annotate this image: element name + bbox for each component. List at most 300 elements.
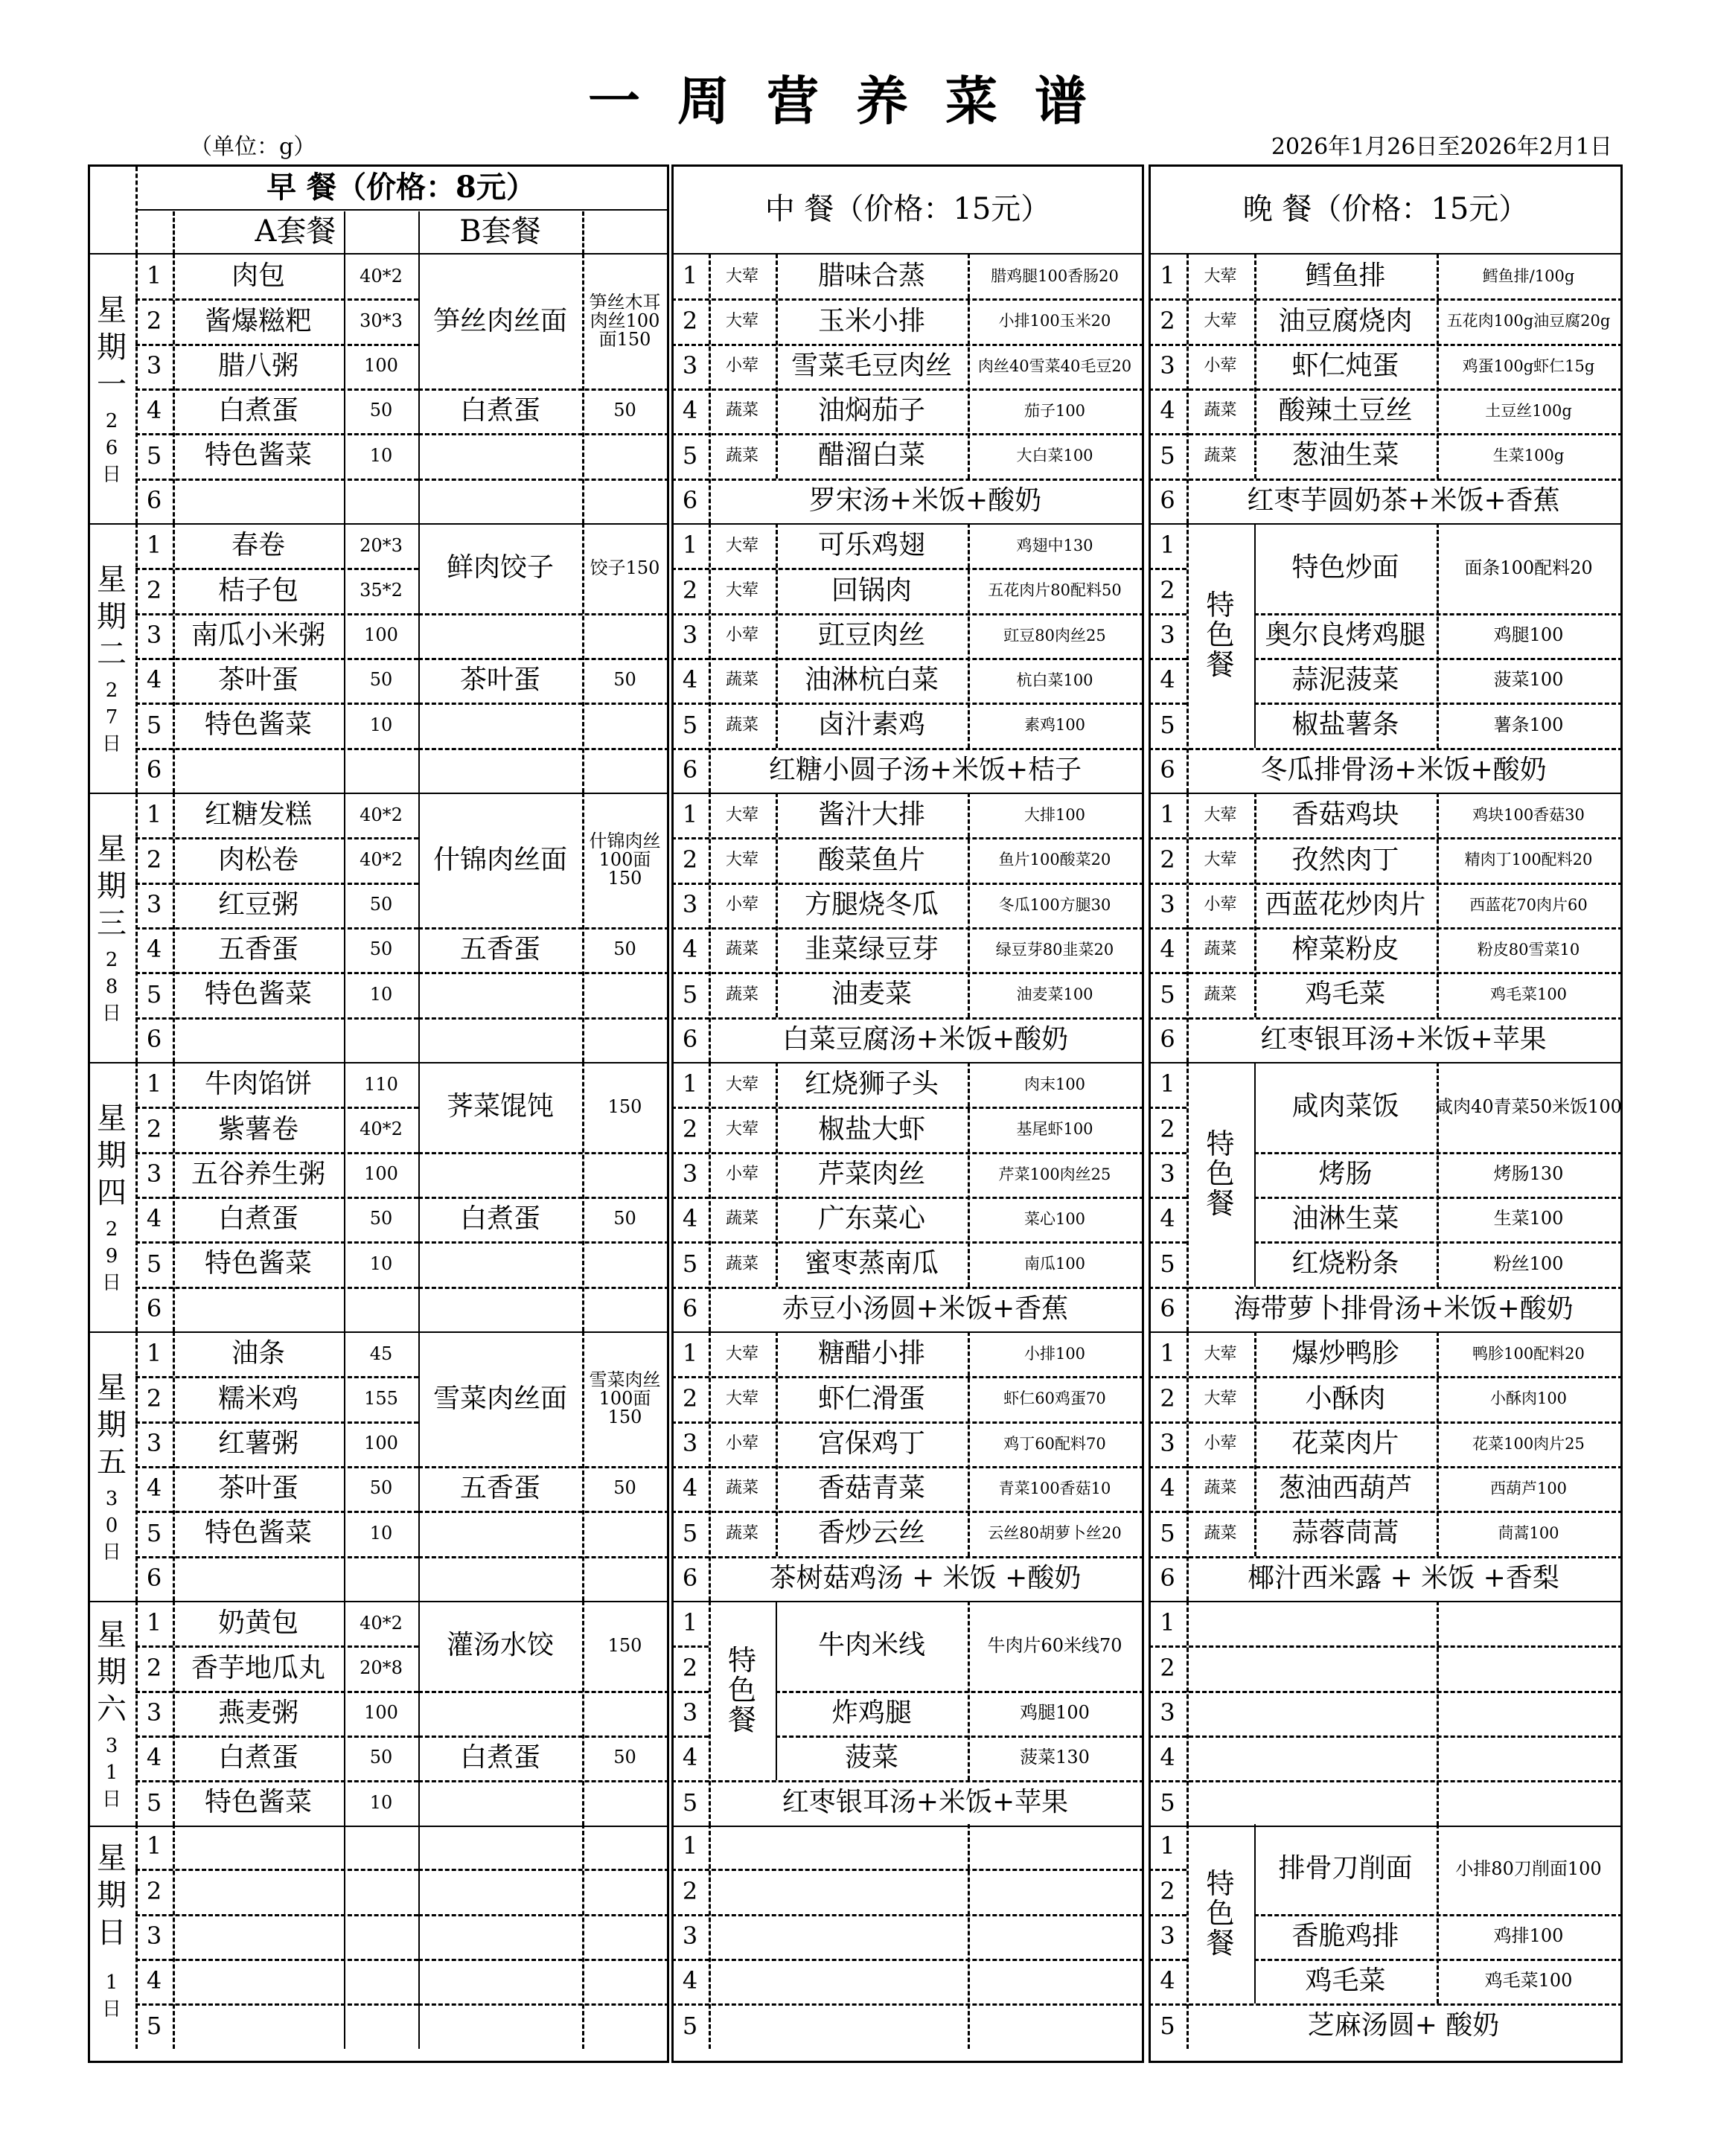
dinner-row-number: 5 [1160, 1518, 1175, 1547]
breakfast-a-item: 茶叶蛋 [217, 665, 298, 696]
breakfast-b-qty: 饺子150 [590, 557, 660, 578]
dinner-row-number: 2 [1160, 306, 1175, 335]
breakfast-a-qty: 10 [369, 1522, 393, 1544]
lunch-combo: 茶树菇鸡汤 + 米饭 +酸奶 [769, 1562, 1082, 1593]
lunch-category: 大荤 [725, 850, 758, 869]
dinner-category: 小荤 [1204, 895, 1237, 915]
lunch-row-number: 4 [682, 1743, 698, 1772]
lunch-row-number: 2 [682, 1876, 698, 1905]
dinner-row-number: 4 [1160, 935, 1175, 964]
lunch-combo: 红枣银耳汤+米饭+苹果 [782, 1787, 1069, 1818]
row-divider [1149, 1736, 1623, 1738]
lunch-qty: 冬瓜100方腿30 [998, 895, 1111, 914]
breakfast-b-item: 笋丝肉丝面 [432, 305, 567, 336]
dinner-category: 大荤 [1204, 1389, 1237, 1408]
lunch-dish: 玉米小排 [817, 305, 925, 336]
dinner-row-number: 4 [1160, 665, 1175, 694]
lunch-dish: 方腿烧冬瓜 [804, 889, 939, 920]
lunch-dish: 宫保鸡丁 [817, 1427, 925, 1459]
row-divider [1149, 1691, 1623, 1693]
dinner-row-number: 6 [1160, 485, 1175, 514]
breakfast-a-qty: 110 [364, 1073, 398, 1095]
dinner-row-number: 2 [1160, 1384, 1175, 1413]
breakfast-b-qty [584, 1691, 665, 1736]
breakfast-b-item: 雪菜肉丝面 [432, 1383, 567, 1414]
breakfast-a-qty [344, 1869, 418, 1913]
row-number: 1 [146, 1832, 162, 1861]
breakfast-b-qty [584, 1824, 665, 1869]
row-divider [671, 1736, 709, 1738]
row-number: 2 [146, 1114, 162, 1143]
row-number: 1 [146, 531, 162, 560]
breakfast-b-item [418, 613, 582, 658]
breakfast-a-qty: 20*3 [360, 534, 403, 556]
breakfast-b-qty: 50 [613, 400, 636, 421]
lunch-category: 大荤 [725, 1344, 758, 1363]
dinner-qty: 鸡毛菜100 [1484, 1970, 1573, 1992]
breakfast-b-item: 什锦肉丝面 [432, 844, 567, 875]
lunch-qty: 油麦菜100 [1016, 985, 1093, 1004]
day-date: 27日 [102, 679, 122, 755]
row-number: 4 [146, 935, 162, 964]
breakfast-b-qty: 150 [607, 1634, 642, 1656]
lunch-row-number: 4 [682, 935, 698, 964]
breakfast-a-qty: 50 [369, 1477, 393, 1499]
breakfast-a-qty [344, 1017, 418, 1062]
breakfast-a-item: 肉松卷 [217, 844, 298, 875]
row-divider [1149, 658, 1186, 660]
row-number: 1 [146, 1069, 162, 1098]
breakfast-a-item [173, 1959, 344, 2003]
dinner-row-number: 1 [1160, 800, 1175, 829]
day-date: 29日 [102, 1218, 122, 1294]
lunch-dish: 韭菜绿豆芽 [804, 934, 939, 965]
breakfast-a-item [173, 748, 344, 793]
dinner-qty: 生菜100 [1493, 1208, 1564, 1229]
lunch-row-number: 6 [682, 1563, 698, 1592]
dinner-dish: 虾仁炖蛋 [1291, 350, 1399, 381]
breakfast-a-item: 白煮蛋 [217, 395, 298, 426]
breakfast-a-qty: 100 [364, 1702, 398, 1724]
lunch-row-number: 5 [682, 1249, 698, 1278]
lunch-dish: 椒盐大虾 [817, 1113, 925, 1145]
breakfast-a-qty: 10 [369, 1253, 393, 1274]
breakfast-a-qty: 50 [369, 400, 393, 421]
lunch-dish: 卤汁素鸡 [817, 709, 925, 740]
lunch-qty: 腊鸡腿100香肠20 [991, 267, 1119, 286]
breakfast-b-qty [584, 1780, 665, 1825]
lunch-combo: 赤豆小汤圆+米饭+香蕉 [782, 1293, 1069, 1324]
day-label: 星期日 [97, 1840, 127, 1950]
breakfast-a-item: 特色酱菜 [204, 979, 312, 1010]
row-number: 4 [146, 1474, 162, 1503]
lunch-category: 蔬菜 [725, 1523, 758, 1543]
lunch-row-number: 4 [682, 1474, 698, 1503]
row-number: 1 [146, 1339, 162, 1368]
day-label: 星期五 [97, 1370, 127, 1480]
dinner-row-number: 3 [1160, 620, 1175, 649]
breakfast-a-item [173, 1556, 344, 1601]
breakfast-b-item: 荠菜馄饨 [446, 1091, 554, 1122]
lunch-qty: 鸡翅中130 [1016, 537, 1093, 555]
day-divider [1149, 1601, 1623, 1602]
lunch-dish: 酸菜鱼片 [817, 844, 925, 875]
day-label: 星期二 [97, 562, 127, 671]
breakfast-a-item [173, 479, 344, 523]
dinner-qty: 粉丝100 [1493, 1253, 1564, 1274]
breakfast-a-item: 白煮蛋 [217, 1742, 298, 1773]
breakfast-a-item: 红豆粥 [217, 889, 298, 920]
breakfast-a-item: 牛肉馅饼 [204, 1069, 312, 1100]
breakfast-b-item [418, 433, 582, 478]
breakfast-a-item [173, 1017, 344, 1062]
lunch-row-number: 5 [682, 1518, 698, 1547]
row-divider [1149, 1914, 1186, 1916]
row-divider [1149, 1241, 1186, 1244]
breakfast-b-item [418, 1959, 582, 2003]
dinner-row-number: 3 [1160, 1698, 1175, 1727]
breakfast-a-qty: 40*2 [360, 804, 403, 825]
lunch-category: 小荤 [725, 1434, 758, 1453]
dinner-row-number: 5 [1160, 979, 1175, 1008]
lunch-row-number: 4 [682, 1204, 698, 1233]
breakfast-a-item: 五香蛋 [217, 934, 298, 965]
lunch-row-number: 1 [682, 800, 698, 829]
dinner-qty: 花菜100肉片25 [1472, 1434, 1585, 1453]
dinner-dish: 油豆腐烧肉 [1278, 305, 1413, 336]
dinner-qty: 鳕鱼排/100g [1482, 267, 1575, 286]
row-divider [1149, 1107, 1186, 1109]
breakfast-a-item [173, 1914, 344, 1959]
lunch-category: 蔬菜 [725, 401, 758, 420]
breakfast-a-qty [344, 479, 418, 523]
lunch-row-number: 4 [682, 396, 698, 425]
breakfast-a-item: 桔子包 [217, 575, 298, 606]
row-number: 3 [146, 1159, 162, 1188]
breakfast-b-qty [584, 972, 665, 1017]
lunch-row-number: 1 [682, 1608, 698, 1637]
dinner-dish: 葱油生菜 [1291, 440, 1399, 471]
lunch-dish: 豇豆肉丝 [817, 619, 925, 650]
lunch-dish: 可乐鸡翅 [817, 530, 925, 561]
row-number: 5 [146, 1249, 162, 1278]
breakfast-b-item: 五香蛋 [459, 1473, 540, 1504]
lunch-category: 蔬菜 [725, 671, 758, 690]
row-number: 5 [146, 710, 162, 739]
dinner-dish: 鸡毛菜 [1305, 1965, 1386, 1997]
lunch-qty: 豇豆80肉丝25 [1003, 626, 1106, 644]
breakfast-b-qty: 150 [607, 1095, 642, 1117]
row-number: 2 [146, 1876, 162, 1905]
breakfast-a-qty: 30*3 [360, 310, 403, 331]
dinner-qty: 薯条100 [1493, 714, 1564, 735]
dinner-dish: 鳕鱼排 [1305, 260, 1386, 292]
lunch-category: 大荤 [725, 266, 758, 286]
day-label: 星期六 [97, 1617, 127, 1727]
row-number: 5 [146, 979, 162, 1008]
row-number: 3 [146, 1698, 162, 1727]
dinner-dish: 葱油西葫芦 [1278, 1473, 1413, 1504]
breakfast-b-qty: 什锦肉丝100面150 [589, 830, 661, 889]
breakfast-header-vline [135, 167, 138, 254]
lunch-dish: 红烧狮子头 [804, 1069, 939, 1100]
dinner-vline [1186, 1601, 1189, 1826]
breakfast-b-item [418, 1511, 582, 1555]
lunch-category: 蔬菜 [725, 1479, 758, 1498]
lunch-dish: 香炒云丝 [817, 1517, 925, 1549]
lunch-dish: 油麦菜 [831, 979, 912, 1010]
breakfast-b-item: 灌汤水饺 [446, 1630, 554, 1661]
breakfast-b-qty [584, 748, 665, 793]
row-divider [1149, 1780, 1623, 1782]
set-b-heading: B套餐 [459, 214, 541, 249]
dinner-row-number: 1 [1160, 1339, 1175, 1368]
lunch-row-number: 1 [682, 1069, 698, 1098]
lunch-dish: 糖醋小排 [817, 1338, 925, 1369]
lunch-qty: 南瓜100 [1023, 1255, 1086, 1273]
row-number: 1 [146, 1608, 162, 1637]
dinner-row-number: 1 [1160, 1832, 1175, 1861]
dinner-row-number: 1 [1160, 531, 1175, 560]
row-divider [1149, 1959, 1186, 1961]
breakfast-b-item [418, 748, 582, 793]
day-date: 1日 [102, 1971, 122, 2021]
breakfast-a-item: 红糖发糕 [204, 799, 312, 831]
breakfast-a-item: 特色酱菜 [204, 1517, 312, 1549]
day-divider [671, 1826, 1144, 1827]
lunch-category: 蔬菜 [725, 1254, 758, 1273]
lunch-qty: 牛肉片60米线70 [987, 1634, 1122, 1656]
breakfast-a-qty: 10 [369, 983, 393, 1005]
lunch-row-number: 6 [682, 485, 698, 514]
dinner-row-number: 5 [1160, 710, 1175, 739]
dinner-qty: 烤肠130 [1493, 1163, 1564, 1185]
lunch-row-number: 2 [682, 575, 698, 604]
row-number: 6 [146, 1024, 162, 1053]
breakfast-a-item: 白煮蛋 [217, 1203, 298, 1235]
dinner-dish: 红烧粉条 [1291, 1248, 1399, 1279]
day-label: 星期四 [97, 1101, 127, 1210]
row-number: 4 [146, 665, 162, 694]
day-label: 星期三 [97, 831, 127, 941]
lunch-row-number: 2 [682, 845, 698, 874]
lunch-category: 蔬菜 [725, 940, 758, 959]
row-divider [671, 1959, 1144, 1961]
breakfast-a-qty: 10 [369, 444, 393, 466]
breakfast-a-qty: 40*2 [360, 265, 403, 287]
dinner-category: 大荤 [1204, 805, 1237, 825]
row-number: 5 [146, 441, 162, 470]
breakfast-b-qty: 雪菜肉丝100面150 [589, 1369, 661, 1428]
lunch-dish: 雪菜毛豆肉丝 [790, 350, 952, 381]
dinner-category: 蔬菜 [1204, 985, 1237, 1004]
dinner-row-number: 6 [1160, 755, 1175, 784]
dinner-qty: 菠菜100 [1493, 669, 1564, 691]
lunch-row-number: 4 [682, 665, 698, 694]
breakfast-b-qty [584, 479, 665, 523]
breakfast-a-qty: 155 [364, 1387, 398, 1409]
lunch-row-number: 3 [682, 1921, 698, 1950]
lunch-row-number: 3 [682, 620, 698, 649]
breakfast-b-qty [584, 1241, 665, 1286]
lunch-combo: 白菜豆腐汤+米饭+酸奶 [782, 1023, 1069, 1055]
dinner-row-number: 1 [1160, 1608, 1175, 1637]
breakfast-a-item: 腊八粥 [217, 350, 298, 381]
lunch-row-number: 5 [682, 2011, 698, 2040]
dinner-row-number: 6 [1160, 1293, 1175, 1322]
dinner-row-number: 5 [1160, 1788, 1175, 1817]
day-date: 26日 [102, 409, 122, 486]
lunch-qty: 茄子100 [1023, 402, 1086, 420]
breakfast-a-qty: 100 [364, 1433, 398, 1454]
lunch-qty: 五花肉片80配料50 [988, 581, 1122, 600]
lunch-dish: 菠菜 [844, 1742, 898, 1773]
lunch-qty: 虾仁60鸡蛋70 [1003, 1389, 1106, 1408]
row-number: 2 [146, 1653, 162, 1682]
dinner-combo: 红枣芋圆奶茶+米饭+香蕉 [1247, 484, 1560, 516]
dinner-row-number: 3 [1160, 889, 1175, 918]
breakfast-b-item [418, 1691, 582, 1736]
breakfast-a-item: 特色酱菜 [204, 1248, 312, 1279]
breakfast-a-qty [344, 1287, 418, 1331]
lunch-dish: 腊味合蒸 [817, 260, 925, 292]
lunch-category: 大荤 [725, 536, 758, 555]
row-divider [1149, 613, 1186, 615]
breakfast-b-item [418, 1780, 582, 1825]
dinner-dish: 油淋生菜 [1291, 1203, 1399, 1235]
dinner-category: 小荤 [1204, 1434, 1237, 1453]
set-a-heading: A套餐 [255, 214, 336, 249]
lunch-dish: 牛肉米线 [817, 1630, 925, 1661]
dinner-combo: 芝麻汤圆+ 酸奶 [1307, 2010, 1500, 2041]
breakfast-b-qty [584, 1914, 665, 1959]
page-title: 一周营养菜谱 [588, 70, 1124, 132]
breakfast-b-item: 白煮蛋 [459, 395, 540, 426]
row-divider [671, 1645, 709, 1648]
dinner-qty: 生菜100g [1492, 447, 1565, 465]
dinner-dish: 奥尔良烤鸡腿 [1265, 619, 1426, 650]
lunch-qty: 肉丝40雪菜40毛豆20 [977, 356, 1132, 375]
dinner-row-number: 5 [1160, 1249, 1175, 1278]
breakfast-a-item: 酱爆糍粑 [204, 305, 312, 336]
dinner-qty: 西葫芦100 [1489, 1480, 1568, 1498]
dinner-category: 蔬菜 [1204, 940, 1237, 959]
dinner-qty: 茼蒿100 [1498, 1524, 1559, 1543]
dinner-dish: 烤肠 [1318, 1158, 1373, 1189]
breakfast-a-qty: 100 [364, 1163, 398, 1185]
breakfast-b-item [418, 1287, 582, 1331]
breakfast-a-qty [344, 2003, 418, 2048]
breakfast-b-item [418, 1241, 582, 1286]
dinner-qty: 咸肉40青菜50米饭100 [1435, 1095, 1622, 1117]
lunch-combo: 红糖小圆子汤+米饭+桔子 [768, 754, 1082, 785]
dinner-combo: 椰汁西米露 + 米饭 +香梨 [1248, 1562, 1559, 1593]
lunch-row-number: 1 [682, 261, 698, 290]
breakfast-b-qty: 50 [613, 669, 636, 691]
breakfast-header-vline [344, 211, 345, 254]
lunch-qty: 小排100玉米20 [998, 312, 1111, 330]
dinner-dish: 排骨刀削面 [1278, 1853, 1413, 1884]
lunch-category: 蔬菜 [725, 715, 758, 735]
breakfast-b-qty [584, 1869, 665, 1913]
dinner-dish: 蒜蓉茼蒿 [1291, 1517, 1399, 1549]
dinner-dish: 椒盐薯条 [1291, 709, 1399, 740]
lunch-dish: 广东菜心 [817, 1203, 925, 1235]
row-number: 2 [146, 575, 162, 604]
dinner-category: 蔬菜 [1204, 446, 1237, 465]
dinner-qty: 鸡腿100 [1493, 624, 1564, 646]
breakfast-b-item [418, 1556, 582, 1601]
breakfast-a-qty: 100 [364, 624, 398, 646]
lunch-row-number: 2 [682, 1114, 698, 1143]
lunch-dish: 油焖茄子 [817, 395, 925, 426]
row-number: 2 [146, 306, 162, 335]
dinner-category: 大荤 [1204, 850, 1237, 869]
dinner-combo: 海带萝卜排骨汤+米饭+酸奶 [1233, 1293, 1574, 1324]
lunch-dish: 酱汁大排 [817, 799, 925, 831]
dinner-row-number: 1 [1160, 261, 1175, 290]
lunch-qty: 菜心100 [1023, 1210, 1086, 1229]
dinner-qty: 鸡蛋100g虾仁15g [1462, 356, 1595, 375]
breakfast-b-item [418, 972, 582, 1017]
breakfast-a-item: 五谷养生粥 [191, 1158, 325, 1189]
breakfast-a-qty [344, 1556, 418, 1601]
lunch-row-number: 2 [682, 306, 698, 335]
breakfast-a-qty: 40*2 [360, 1612, 403, 1634]
breakfast-b-qty [584, 1556, 665, 1601]
row-number: 6 [146, 485, 162, 514]
row-number: 5 [146, 2011, 162, 2040]
breakfast-a-qty [344, 1824, 418, 1869]
dinner-dish: 小酥肉 [1305, 1383, 1386, 1414]
dinner-category: 蔬菜 [1204, 1479, 1237, 1498]
lunch-dish: 回锅肉 [831, 575, 912, 606]
row-divider [1149, 1645, 1623, 1648]
row-divider [1149, 568, 1186, 570]
lunch-row-number: 2 [682, 1384, 698, 1413]
lunch-category: 小荤 [725, 626, 758, 645]
lunch-qty: 芹菜100肉丝25 [998, 1165, 1111, 1183]
row-number: 2 [146, 1384, 162, 1413]
dinner-dish: 西蓝花炒肉片 [1265, 889, 1426, 920]
dinner-special-label: 特色餐 [1206, 1127, 1235, 1220]
row-number: 6 [146, 1563, 162, 1592]
lunch-row-number: 3 [682, 351, 698, 380]
dinner-dish: 咸肉菜饭 [1291, 1091, 1399, 1122]
breakfast-b-qty [584, 1017, 665, 1062]
breakfast-b-item [418, 1152, 582, 1197]
lunch-qty: 大排100 [1023, 806, 1086, 825]
dinner-special-label: 特色餐 [1206, 1866, 1235, 1960]
dinner-row-number: 4 [1160, 1204, 1175, 1233]
row-divider [671, 2003, 1144, 2006]
dinner-qty: 鸡毛菜100 [1489, 985, 1568, 1004]
breakfast-a-qty: 50 [369, 1208, 393, 1229]
dinner-category: 小荤 [1204, 356, 1237, 376]
breakfast-b-qty [584, 433, 665, 478]
dinner-dish: 孜然肉丁 [1291, 844, 1399, 875]
dinner-combo: 冬瓜排骨汤+米饭+酸奶 [1260, 754, 1547, 785]
day-date: 28日 [102, 948, 122, 1025]
lunch-dish: 虾仁滑蛋 [817, 1383, 925, 1414]
row-number: 3 [146, 1921, 162, 1950]
day-date: 30日 [102, 1487, 122, 1564]
row-number: 5 [146, 1518, 162, 1547]
dinner-qty: 土豆丝100g [1485, 402, 1572, 420]
dinner-qty: 粉皮80雪菜10 [1477, 941, 1580, 959]
breakfast-a-qty: 50 [369, 669, 393, 691]
row-number: 1 [146, 800, 162, 829]
